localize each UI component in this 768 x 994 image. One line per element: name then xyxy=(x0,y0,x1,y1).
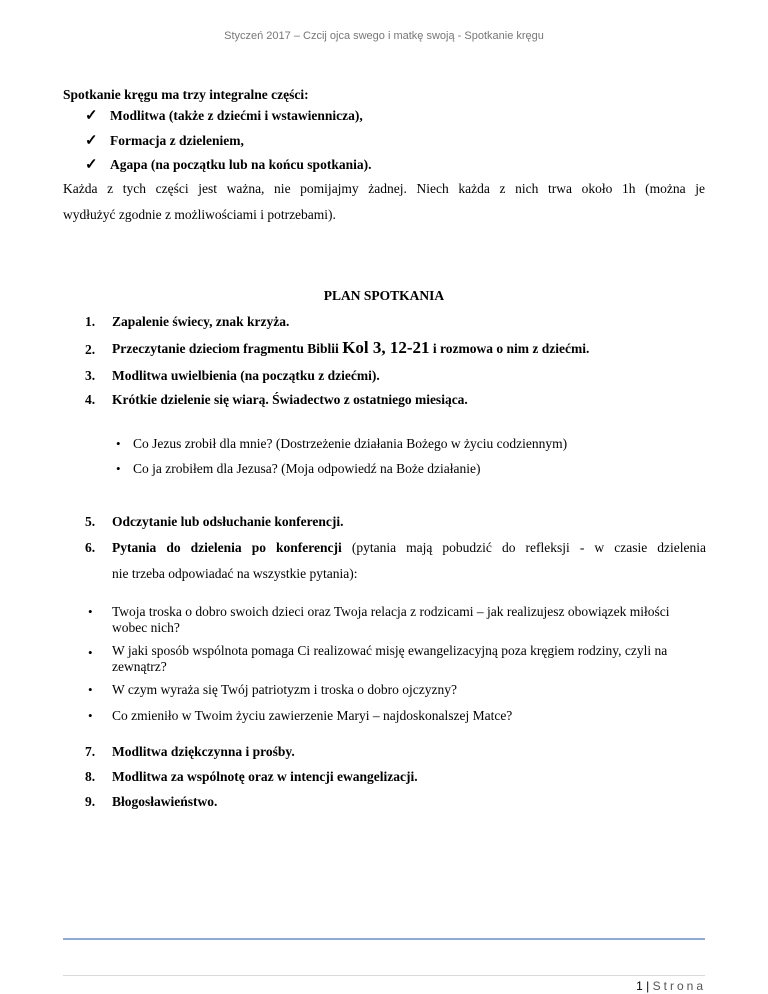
bible-reading-text-end: i rozmowa o nim z dziećmi. xyxy=(429,341,590,356)
intro-item-agape: Agapa (na początku lub na końcu spotkania). xyxy=(110,157,372,172)
checkmark-icon: ✓ xyxy=(85,157,98,173)
questions-note: (pytania mają pobudzić do refleksji - w czasie dzielenia xyxy=(341,540,706,555)
plan-item-praise: Modlitwa uwielbienia (na początku z dziećmi). xyxy=(112,368,380,383)
bible-reading-text: Przeczytanie dzieciom fragmentu Biblii xyxy=(112,341,343,356)
plan-title: PLAN SPOTKANIA xyxy=(323,288,445,303)
sharing-bullet: Co ja zrobiłem dla Jezusa? (Moja odpowiedź na Boże działanie) xyxy=(133,461,481,476)
plan-item-questions-line1 xyxy=(112,540,706,556)
footer-rule xyxy=(63,975,705,976)
bible-reference: Kol 3, 12-21 xyxy=(342,338,430,357)
intro-paragraph-line1: Każda z tych części jest ważna, nie pomijajmy żadnej. Niech każda z nich trwa około 1h (można je xyxy=(63,181,705,196)
bullet-icon: • xyxy=(116,436,121,451)
bullet-icon: • xyxy=(116,461,121,476)
footer-divider xyxy=(63,938,705,940)
item-number: 1. xyxy=(85,314,96,329)
plan-item-blessing: Błogosławieństwo. xyxy=(112,794,218,809)
plan-item-thanksgiving: Modlitwa dziękczynna i prośby. xyxy=(112,744,295,759)
plan-item-conference: Odczytanie lub odsłuchanie konferencji. xyxy=(112,514,344,529)
bullet-icon: • xyxy=(88,645,93,660)
item-number: 9. xyxy=(85,794,96,809)
plan-item-candle: Zapalenie świecy, znak krzyża. xyxy=(112,314,290,329)
page-label: Strona xyxy=(652,979,706,993)
intro-title: Spotkanie kręgu ma trzy integralne części: xyxy=(63,87,309,102)
bullet-icon: • xyxy=(88,604,93,619)
item-number: 4. xyxy=(85,392,96,407)
question-item: Twoja troska o dobro swoich dzieci oraz Twoja relacja z rodzicami – jak realizujesz obowiązek miłości wobec nich? xyxy=(112,604,670,635)
plan-item-questions-line2: nie trzeba odpowiadać na wszystkie pytania): xyxy=(112,566,358,581)
sharing-bullet: Co Jezus zrobił dla mnie? (Dostrzeżenie działania Bożego w życiu codziennym) xyxy=(133,436,568,451)
plan-item-sharing: Krótkie dzielenie się wiarą. Świadectwo z ostatniego miesiąca. xyxy=(112,392,468,407)
bullet-icon: • xyxy=(88,708,93,723)
bullet-icon: • xyxy=(88,682,93,697)
item-number: 8. xyxy=(85,769,96,784)
question-item: W czym wyraża się Twój patriotyzm i troska o dobro ojczyzny? xyxy=(112,682,457,697)
item-number: 5. xyxy=(85,514,96,529)
page-footer xyxy=(636,979,706,993)
page-number: 1 xyxy=(636,979,643,993)
item-number: 3. xyxy=(85,368,96,383)
checkmark-icon: ✓ xyxy=(85,133,98,149)
checkmark-icon: ✓ xyxy=(85,108,98,124)
item-number: 7. xyxy=(85,744,96,759)
intro-paragraph-line2: wydłużyć zgodnie z możliwościami i potrzebami). xyxy=(63,207,336,222)
page-header: Styczeń 2017 – Czcij ojca swego i matkę swoją - Spotkanie kręgu xyxy=(224,30,544,42)
plan-item-community-prayer: Modlitwa za wspólnotę oraz w intencji ewangelizacji. xyxy=(112,769,418,784)
item-number: 6. xyxy=(85,540,96,555)
question-item: W jaki sposób wspólnota pomaga Ci realizować misję ewangelizacyjną poza kręgiem rodziny, czyli na zewnątrz? xyxy=(112,643,668,674)
item-number: 2. xyxy=(85,342,96,357)
question-item: Co zmieniło w Twoim życiu zawierzenie Maryi – najdoskonalszej Matce? xyxy=(112,708,513,723)
plan-item-bible-reading xyxy=(112,340,589,357)
questions-heading: Pytania do dzielenia po konferencji xyxy=(112,540,342,555)
intro-item-prayer: Modlitwa (także z dziećmi i wstawiennicza), xyxy=(110,108,363,123)
intro-item-formation: Formacja z dzieleniem, xyxy=(110,133,244,148)
footer-separator: | xyxy=(642,979,653,993)
